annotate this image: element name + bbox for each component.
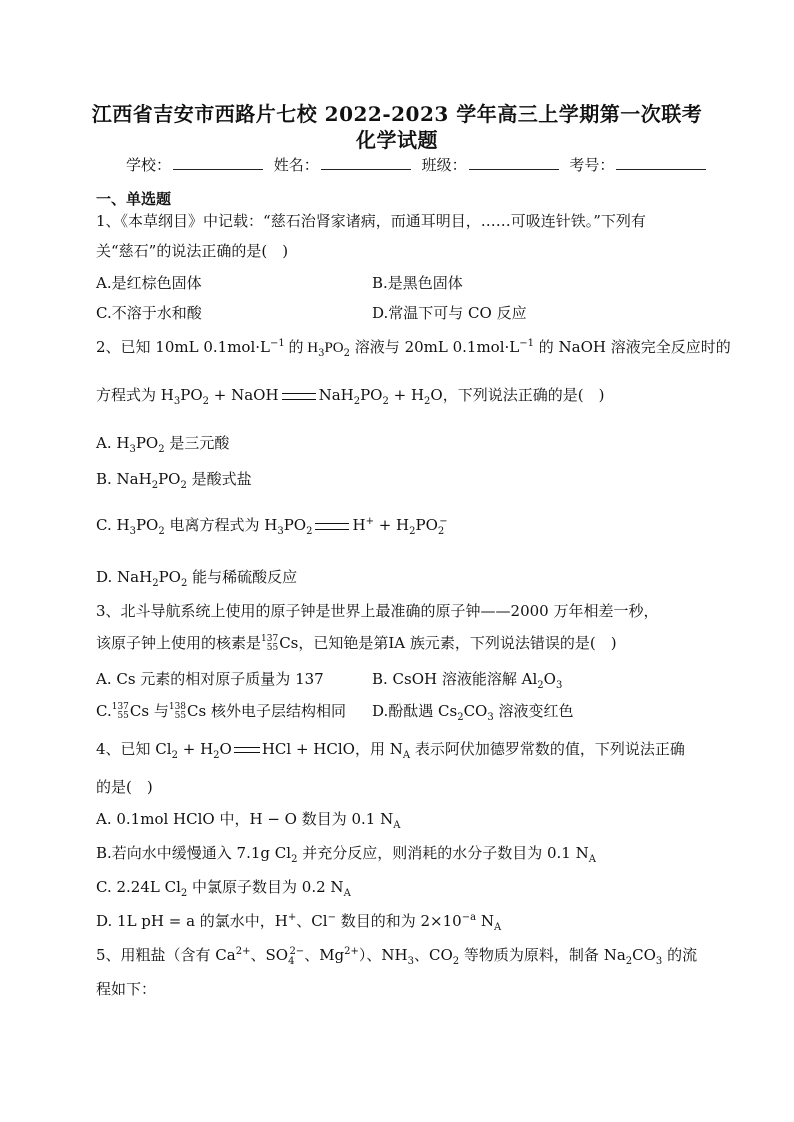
section-heading: 一、单选题: [96, 190, 172, 208]
equals-sign-icon: [282, 393, 316, 400]
q5-stem-line1: 5、用粗盐（含有 $Ca^{2+}$、$SO_4^{2-}$、$Mg^{2+}$）、$NH_3$、$CO_2$ 等物质为原料，制备 $Na_2CO_3$ 的流: [96, 946, 698, 967]
name-label: 姓名：: [273, 156, 319, 174]
q3-option-b: B. CsOH 溶液能溶解 $Al_2O_3$: [372, 670, 563, 691]
q1-option-c: C.不溶于水和酸: [96, 304, 202, 322]
q3-option-a: A. Cs 元素的相对原子质量为 137: [96, 670, 324, 688]
q4-option-c: C. 2.24L $Cl_2$ 中氯原子数目为 0.2 $N_A$: [96, 878, 351, 899]
q4-option-d: D. 1L pH = a 的氯水中，H+、Cl− 数目的和为 $2\times 10^{-a}$ $N_A$: [96, 912, 502, 933]
q4-stem-line2: 的是( ): [96, 778, 153, 796]
q1-option-a: A.是红棕色固体: [96, 274, 202, 292]
q3-stem-line1: 3、北斗导航系统上使用的原子钟是世界上最准确的原子钟——2000 万年相差一秒，: [96, 602, 659, 620]
student-info-row: [126, 154, 712, 175]
q4-option-b: B.若向水中缓慢通入 7.1g $Cl_2$ 并充分反应，则消耗的水分子数目为 0.1 $N_A$: [96, 844, 596, 865]
q2-stem-line2: 方程式为 $H_3PO_2$ + NaOH $NaH_2PO_2 + H_2O$，下列说法正确的是( ): [96, 386, 605, 407]
q3-option-c: C. 137 55 Cs 与 138 55 Cs 核外电子层结构相同: [96, 702, 346, 721]
q2-option-d: D. $NaH_2PO_2$ 能与稀硫酸反应: [96, 568, 298, 589]
q1-option-d: D.常温下可与 CO 反应: [372, 304, 527, 322]
q1-stem-line1: 1、《本草纲目》中记载：“慈石治肾家诸病，而通耳明目，……可吸连针铁。”下列有: [96, 212, 646, 230]
q3-option-d: D.酚酞遇 $Cs_2CO_3$ 溶液变红色: [372, 702, 574, 723]
class-blank[interactable]: [469, 155, 559, 170]
name-blank[interactable]: [321, 155, 411, 170]
q2-option-b: B. $NaH_2PO_2$ 是酸式盐: [96, 470, 252, 491]
q2-option-a: A. $H_3PO_2$ 是三元酸: [96, 434, 230, 455]
q5-stem-line2: 程如下：: [96, 980, 157, 998]
q1-option-b: B.是黑色固体: [372, 274, 463, 292]
q3-stem-line2: 该原子钟上使用的核素是 137 55 Cs，已知铯是第ⅠA 族元素，下列说法错误的是( ): [96, 634, 617, 653]
q2-option-c: C. $H_3PO_2$ 电离方程式为 $H_3PO_2$ $H^+ + H_2PO_2^-$: [96, 516, 448, 537]
reversible-arrow-icon: [234, 745, 260, 755]
school-blank[interactable]: [173, 155, 263, 170]
q4-option-a: A. 0.1mol HClO 中，H − O 数目为 0.1 $N_A$: [96, 810, 401, 831]
q2-stem-line1: 2、已知 10mL $0.1mol\cdot L^{-1}$ 的 $H_3PO_2$ 溶液与 20mL $0.1mol\cdot L^{-1}$ 的 NaOH 溶液完全反应时的: [96, 338, 731, 359]
q4-stem-line1: 4、已知 $Cl_2 + H_2O$ HCl + HClO，用 $N_A$ 表示阿伏加德罗常数的值，下列说法正确: [96, 740, 685, 761]
exam-title: 江西省吉安市西路片七校 2022-2023 学年高三上学期第一次联考: [91, 102, 703, 126]
exam-number-label: 考号：: [569, 156, 615, 174]
school-label: 学校：: [126, 156, 172, 174]
q1-stem-line2: 关“慈石”的说法正确的是( ): [96, 242, 289, 260]
exam-number-blank[interactable]: [616, 155, 706, 170]
cs137-nuclide: 137 55: [261, 634, 279, 653]
exam-subtitle: 化学试题: [356, 128, 438, 152]
equals-sign-icon: [315, 523, 349, 530]
class-label: 班级：: [421, 156, 467, 174]
